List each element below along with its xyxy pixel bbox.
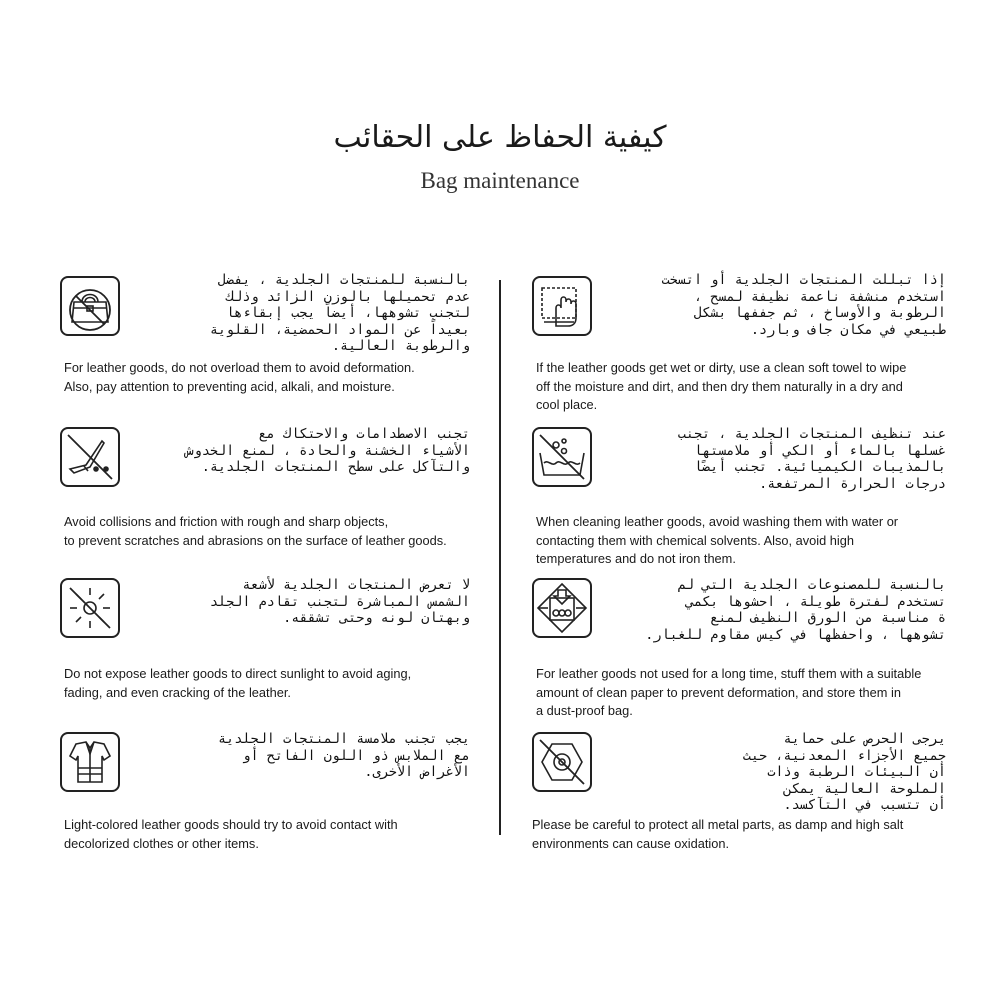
wipe-towel-icon bbox=[532, 276, 592, 336]
light-clothes-icon bbox=[60, 732, 120, 792]
care-text-arabic: بالنسبة للمصنوعات الجلدية التي لم تستخدم لفترة طويلة ، احشوها بكمي ة مناسبة من الورق النظيف لمنع تشوهها ، واحفظها في كيس مقاوم للغبار. bbox=[645, 577, 946, 643]
column-divider bbox=[499, 280, 501, 835]
care-text-arabic: لا تعرض المنتجات الجلدية لأشعة الشمس المباشرة لتجنب تقادم الجلد وبهتان لونه وحتى تشققه. bbox=[209, 577, 470, 626]
care-text-english: Do not expose leather goods to direct sunlight to avoid aging, fading, and even cracking of the leather. bbox=[64, 666, 412, 700]
metal-protect-icon bbox=[532, 732, 592, 792]
no-sunlight-icon bbox=[60, 578, 120, 638]
care-text-english: If the leather goods get wet or dirty, use a clean soft towel to wipe off the moisture and dirt, and then dry them naturally in a dry and cool place. bbox=[536, 360, 907, 412]
care-text-arabic: بالنسبة للمنتجات الجلدية ، يفضل عدم تحميلها بالوزن الزائد وذلك لتجنب تشوهها، أيضاً يجب إبقاءها بعيداً عن المواد الحمضية، القلوية والرطوبة العالية. bbox=[209, 272, 470, 354]
care-text-english: For leather goods, do not overload them to avoid deformation. Also, pay attention to preventing acid, alkali, and moisture. bbox=[64, 360, 415, 394]
handbag-no-overload-icon bbox=[60, 276, 120, 336]
care-text-arabic: تجنب الاصطدامات والاحتكاك مع الأشياء الخشنة والحادة ، لمنع الخدوش والتآكل على سطح المنتجات الجلدية. bbox=[185, 426, 470, 475]
care-text-english: For leather goods not used for a long time, stuff them with a suitable amount of clean paper to prevent deformation, and store them in a dust-proof bag. bbox=[536, 666, 922, 718]
care-text-english: When cleaning leather goods, avoid washing them with water or contacting them with chemical solvents. Also, avoid high temperatures and do not iron them. bbox=[536, 514, 899, 566]
storage-stuffing-icon bbox=[532, 578, 592, 638]
no-washing-icon bbox=[532, 427, 592, 487]
care-text-english: Avoid collisions and friction with rough and sharp objects, to prevent scratches and abrasions on the surface of leather goods. bbox=[64, 514, 447, 548]
care-text-arabic: عند تنظيف المنتجات الجلدية ، تجنب غسلها بالماء أو الكي أو ملامستها بالمذيبات الكيميائية. تجنب أيضًا درجات الحرارة المرتفعة. bbox=[677, 426, 946, 492]
care-text-arabic: يجب تجنب ملامسة المنتجات الجلدية مع الملابس ذو اللون الفاتح أو الأغراض الأخرى. bbox=[218, 731, 470, 780]
care-text-english: Light-colored leather goods should try to avoid contact with decolorized clothes or other items. bbox=[64, 817, 398, 851]
care-text-arabic: إذا تبللت المنتجات الجلدية أو اتسخت استخدم منشفة ناعمة نظيفة لمسح ، الرطوبة والأوساخ ، ثم جففها بشكل طبيعي في مكان جاف وبارد. bbox=[661, 272, 946, 338]
page-title-arabic: كيفية الحفاظ على الحقائب bbox=[333, 120, 667, 155]
page-title-english: Bag maintenance bbox=[420, 168, 580, 193]
care-text-english: Please be careful to protect all metal parts, as damp and high salt environments can cause oxidation. bbox=[532, 817, 904, 851]
care-text-arabic: يرجى الحرص على حماية جميع الأجزاء المعدنية، حيث أن البيئات الرطبة وذات الملوحة العالية يمكن أن تتسبب في التآكسد. bbox=[742, 731, 946, 813]
no-sharp-knife-icon bbox=[60, 427, 120, 487]
